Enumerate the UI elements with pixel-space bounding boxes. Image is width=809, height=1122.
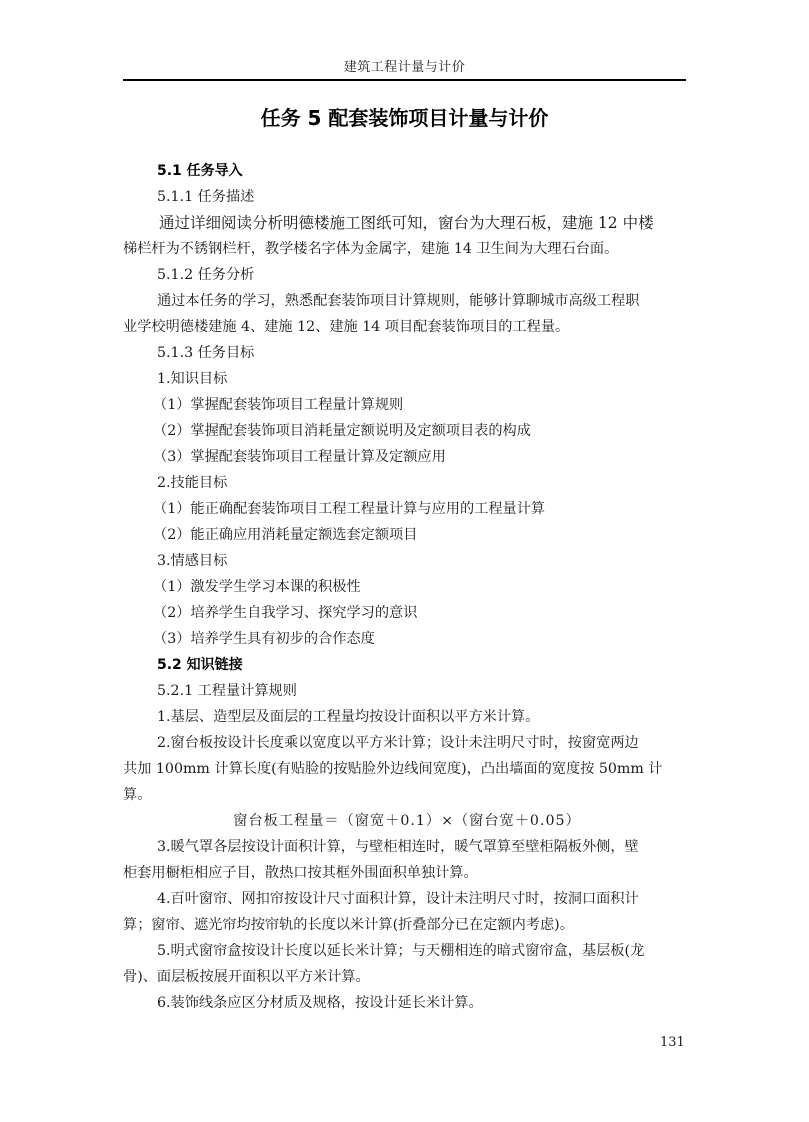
rule-3-line: 柜套用橱柜相应子目，散热口按其框外围面积单独计算。 xyxy=(123,865,478,881)
section-heading-5-1: 5.1 任务导入 xyxy=(157,163,243,179)
goal-item: （1）能正确配套装饰项目工程工程量计算与应用的工程量计算 xyxy=(153,501,546,517)
rule-5-line: 5.明式窗帘盒按设计长度以延长米计算；与天棚相连的暗式窗帘盒，基层板(龙 xyxy=(157,943,645,959)
subsection-heading-5-1-3: 5.1.3 任务目标 xyxy=(157,345,255,361)
paragraph-line: 通过详细阅读分析明德楼施工图纸可知，窗台为大理石板，建施 12 中楼 xyxy=(159,214,654,232)
rule-1: 1.基层、造型层及面层的工程量均按设计面积以平方米计算。 xyxy=(157,709,540,725)
document-body xyxy=(123,158,691,1016)
subsection-heading-5-1-1: 5.1.1 任务描述 xyxy=(157,189,255,205)
goal-item: （2）培养学生自我学习、探究学习的意识 xyxy=(153,605,418,621)
rule-2-line: 算。 xyxy=(123,787,152,803)
rule-4-line: 4.百叶窗帘、网扣帘按设计尺寸面积计算，设计未注明尺寸时，按洞口面积计 xyxy=(157,891,639,907)
rule-3-line: 3.暖气罩各层按设计面积计算，与壁柜相连时，暖气罩算至壁柜隔板外侧，壁 xyxy=(157,839,639,855)
section-heading-5-2: 5.2 知识链接 xyxy=(157,657,243,673)
goal-item: （1）激发学生学习本课的积极性 xyxy=(153,579,361,595)
rule-2-line: 2.窗台板按设计长度乘以宽度以平方米计算；设计未注明尺寸时，按窗宽两边 xyxy=(157,735,639,751)
subsection-heading-5-1-2: 5.1.2 任务分析 xyxy=(157,267,255,283)
paragraph-line: 通过本任务的学习，熟悉配套装饰项目计算规则，能够计算聊城市高级工程职 xyxy=(157,293,640,309)
goal-heading-emotion: 3.情感目标 xyxy=(157,553,228,569)
paragraph-line: 业学校明德楼建施 4、建施 12、建施 14 项目配套装饰项目的工程量。 xyxy=(123,319,570,335)
page-number: 131 xyxy=(660,1035,685,1050)
goal-item: （1）掌握配套装饰项目工程量计算规则 xyxy=(153,397,404,413)
formula: 窗台板工程量＝（窗宽＋0.1）×（窗台宽＋0.05） xyxy=(233,813,581,829)
goal-item: （2）能正确应用消耗量定额选套定额项目 xyxy=(153,527,418,543)
rule-5-line: 骨)、面层板按展开面积以平方米计算。 xyxy=(123,969,370,985)
rule-2-line: 共加 100mm 计算长度(有贴脸的按贴脸外边线间宽度)，凸出墙面的宽度按 50mm 计 xyxy=(123,761,663,777)
goal-heading-knowledge: 1.知识目标 xyxy=(157,371,228,387)
goal-heading-skill: 2.技能目标 xyxy=(157,475,228,491)
paragraph-line: 梯栏杆为不锈钢栏杆，教学楼名字体为金属字，建施 14 卫生间为大理石台面。 xyxy=(123,241,619,257)
goal-item: （2）掌握配套装饰项目消耗量定额说明及定额项目表的构成 xyxy=(153,423,531,439)
goal-item: （3）培养学生具有初步的合作态度 xyxy=(153,631,375,647)
page-title: 任务 5 配套装饰项目计量与计价 xyxy=(260,106,549,130)
rule-6: 6.装饰线条应区分材质及规格，按设计延长米计算。 xyxy=(157,995,483,1011)
goal-item: （3）掌握配套装饰项目工程量计算及定额应用 xyxy=(153,449,446,465)
rule-4-line: 算；窗帘、遮光帘均按帘轨的长度以米计算(折叠部分已在定额内考虑)。 xyxy=(123,917,574,933)
subsection-heading-5-2-1: 5.2.1 工程量计算规则 xyxy=(157,683,297,699)
running-header: 建筑工程计量与计价 xyxy=(343,60,466,75)
header-rule xyxy=(123,79,686,81)
